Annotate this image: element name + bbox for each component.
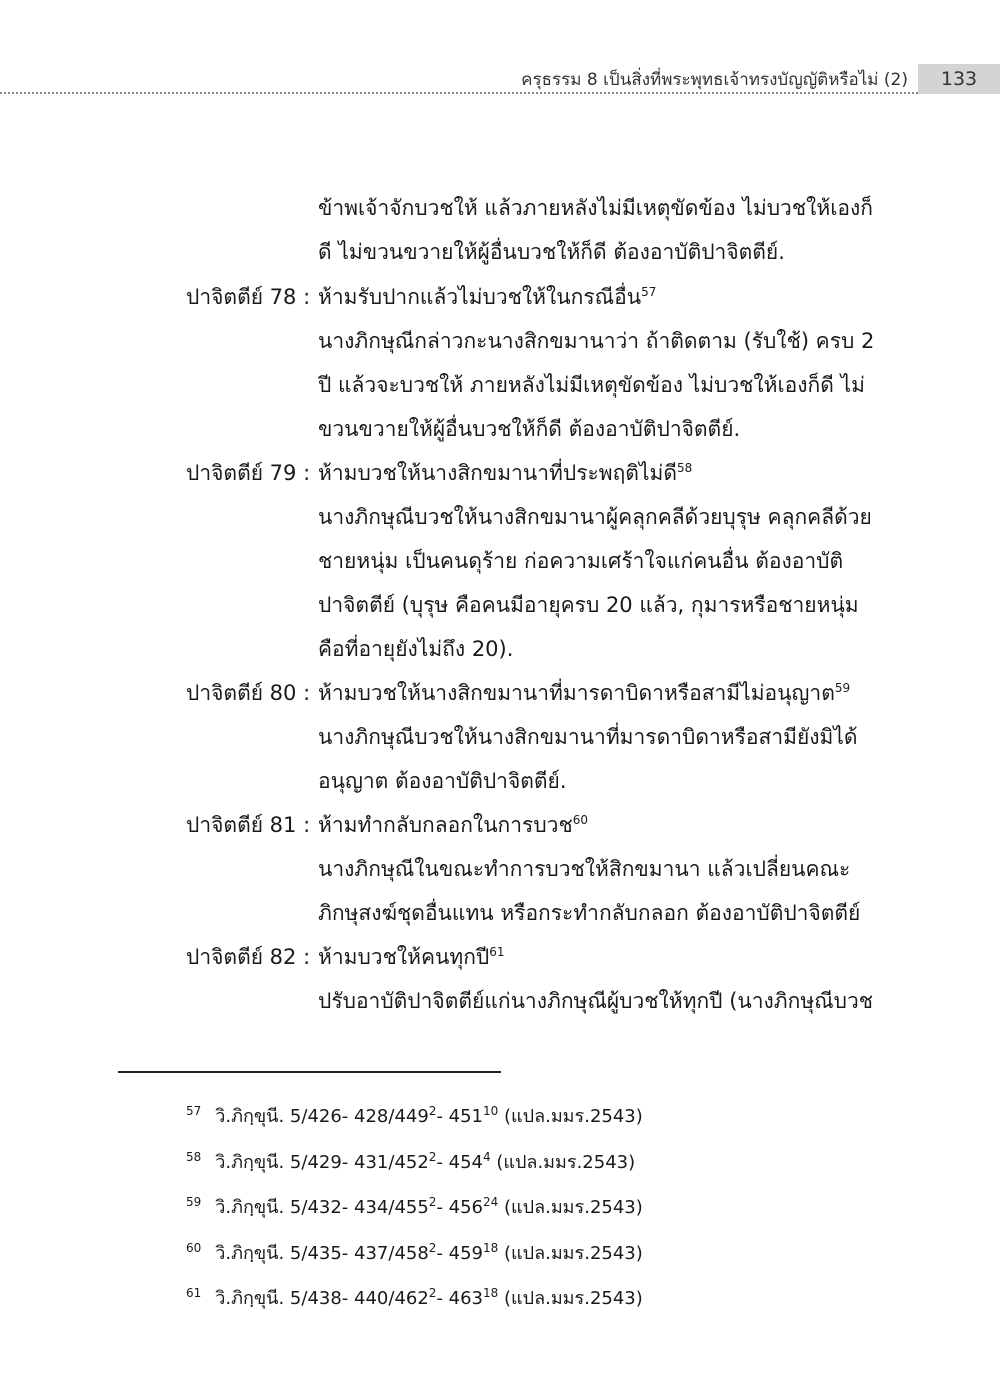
rule-text-line: ภิกษุสงฆ์ชุดอื่นแทน หรือกระทำกลับกลอก ต้องอาบัติปาจิตตีย์ <box>318 901 861 925</box>
rule-title: ห้ามบวชให้นางสิกขมานาที่ประพฤติไม่ดี$^{58}$ <box>318 461 693 485</box>
rule-text-line: อนุญาต ต้องอาบัติปาจิตตีย์. <box>318 769 567 793</box>
rule-text-line: ปาจิตตีย์ (บุรุษ คือคนมีอายุครบ 20 แล้ว, กุมารหรือชายหนุ่ม <box>318 593 859 617</box>
rule-text-line: นางภิกษุณีกล่าวกะนางสิกขมานาว่า ถ้าติดตาม (รับใช้) ครบ 2 <box>318 329 875 353</box>
footnote: $^{60}$ วิ.ภิกฺขุนี. 5/435- $437/458^2-$ $459^{18}$ (แปล.มมร.2543) <box>186 1241 643 1264</box>
rule-text-line: ขวนขวายให้ผู้อื่นบวชให้ก็ดี ต้องอาบัติปาจิตตีย์. <box>318 417 741 441</box>
footnote: $^{57}$ วิ.ภิกฺขุนี. 5/426- $428/449^2-$ $451^{10}$ (แปล.มมร.2543) <box>186 1104 643 1127</box>
footnote-ref[interactable]: 57 <box>641 285 657 299</box>
page-number: 133 <box>918 64 1000 94</box>
rule-text-line: ชายหนุ่ม เป็นคนดุร้าย ก่อความเศร้าใจแก่คนอื่น ต้องอาบัติ <box>318 549 844 573</box>
footnote-divider <box>118 1071 501 1073</box>
footnote-ref[interactable]: 59 <box>834 681 851 695</box>
rule-text-line: นางภิกษุณีในขณะทำการบวชให้สิกขมานา แล้วเปลี่ยนคณะ <box>318 857 851 881</box>
rule-text-line: นางภิกษุณีบวชให้นางสิกขมานาที่มารดาบิดาหรือสามียังมิได้ <box>318 725 858 749</box>
intro-line: ดี ไม่ขวนขวายให้ผู้อื่นบวชให้ก็ดี ต้องอาบัติปาจิตตีย์. <box>318 240 785 264</box>
rule-label: ปาจิตตีย์ 78 : <box>186 285 311 309</box>
rule-label: ปาจิตตีย์ 79 : <box>186 461 311 485</box>
intro-line: ข้าพเจ้าจักบวชให้ แล้วภายหลังไม่มีเหตุขัดข้อง ไม่บวชให้เองก็ <box>318 196 873 220</box>
running-header <box>0 64 1000 94</box>
footnote-ref[interactable]: 58 <box>677 461 693 475</box>
rule-label: ปาจิตตีย์ 81 : <box>186 813 311 837</box>
rule-label: ปาจิตตีย์ 82 : <box>186 945 311 969</box>
footnote-ref[interactable]: 61 <box>489 945 505 959</box>
footnote-ref[interactable]: 60 <box>572 813 588 827</box>
rule-title: ห้ามทำกลับกลอกในการบวช$^{60}$ <box>318 813 588 837</box>
rule-label: ปาจิตตีย์ 80 : <box>186 681 311 705</box>
rule-title: ห้ามบวชให้คนทุกปี$^{61}$ <box>318 945 505 969</box>
footnote: $^{61}$ วิ.ภิกฺขุนี. 5/438- $440/462^2-$ $463^{18}$ (แปล.มมร.2543) <box>186 1286 643 1309</box>
footnote: $^{58}$ วิ.ภิกฺขุนี. 5/429- $431/452^2-$ $454^4$ (แปล.มมร.2543) <box>186 1150 636 1173</box>
header-title: ครุธรรม 8 เป็นสิ่งที่พระพุทธเจ้าทรงบัญญัติหรือไม่ (2) <box>521 70 908 90</box>
rule-title: ห้ามรับปากแล้วไม่บวชให้ในกรณีอื่น$^{57}$ <box>318 285 657 309</box>
footnote: $^{59}$ วิ.ภิกฺขุนี. 5/432- $434/455^2-$ $456^{24}$ (แปล.มมร.2543) <box>186 1195 643 1218</box>
rule-title: ห้ามบวชให้นางสิกขมานาที่มารดาบิดาหรือสามีไม่อนุญาต$^{59}$ <box>318 681 851 705</box>
rule-text-line: คือที่อายุยังไม่ถึง 20). <box>318 637 514 661</box>
rule-text-line: ปรับอาบัติปาจิตตีย์แก่นางภิกษุณีผู้บวชให้ทุกปี (นางภิกษุณีบวช <box>318 989 874 1013</box>
rule-text-line: ปี แล้วจะบวชให้ ภายหลังไม่มีเหตุขัดข้อง ไม่บวชให้เองก็ดี ไม่ <box>318 373 865 397</box>
rule-text-line: นางภิกษุณีบวชให้นางสิกขมานาผู้คลุกคลีด้วยบุรุษ คลุกคลีด้วย <box>318 505 872 529</box>
